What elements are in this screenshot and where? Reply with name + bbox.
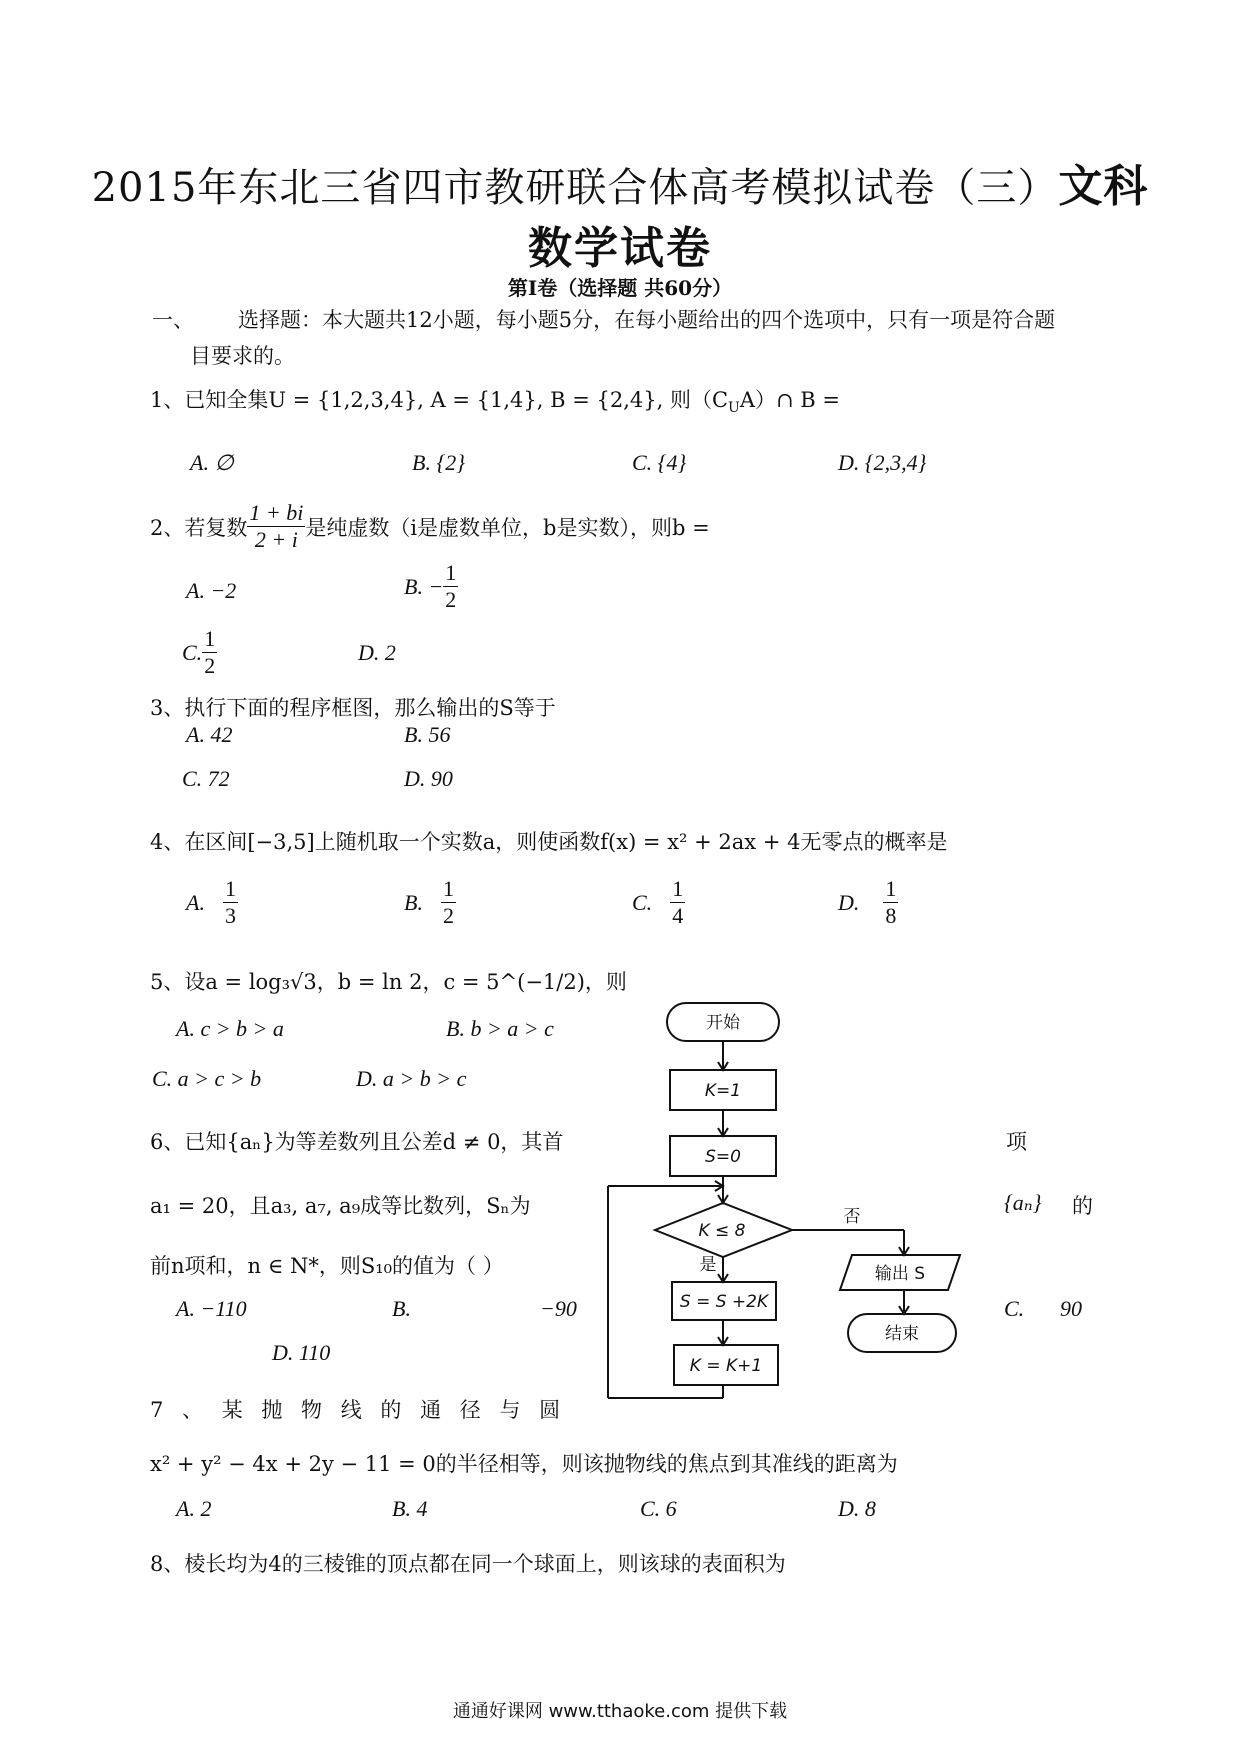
flow-s-init-label: S=0 — [705, 1147, 741, 1167]
question-6-line1-tail: 项 — [1006, 1130, 1027, 1154]
q4-option-b: B. $\frac{1}{2}$ — [404, 876, 454, 928]
instructions-line2: 目要求的。 — [190, 344, 295, 368]
q1-option-d: D. {2,3,4} — [838, 450, 927, 475]
q7-option-b: B. 4 — [392, 1496, 428, 1521]
flow-update-k-label: K = K+1 — [689, 1356, 763, 1376]
q7-option-a: A. 2 — [176, 1496, 212, 1521]
question-6-line1: 6、已知{aₙ}为等差数列且公差d ≠ 0，其首 — [150, 1130, 564, 1154]
q6-option-d: D. 110 — [272, 1340, 331, 1365]
q2-option-d: D. 2 — [358, 640, 396, 665]
q3-option-c: C. 72 — [182, 766, 230, 791]
flow-k-init-label: K=1 — [704, 1081, 742, 1101]
q1-option-a: A. ∅ — [190, 450, 234, 475]
q2-option-b: B. − $\frac{1}{2}$ — [404, 560, 457, 612]
question-4: 4、在区间[−3,5]上随机取一个实数a，则使函数f(x) = x² + 2ax + 4无零点的概率是 — [150, 830, 948, 854]
q7-option-c: C. 6 — [640, 1496, 677, 1521]
q5-option-a: A. c > b > a — [176, 1016, 284, 1041]
question-6-line2-tail1: {aₙ} — [1004, 1190, 1042, 1215]
page-title-line2: 数学试卷 — [528, 223, 712, 274]
q3-option-d: D. 90 — [404, 766, 453, 791]
q6-option-a: A. −110 — [176, 1296, 247, 1321]
question-7-line2: x² + y² − 4x + 2y − 11 = 0的半径相等，则该抛物线的焦点到其准线的距离为 — [150, 1452, 898, 1476]
q2-fraction: $\frac{1 + bi}{2 + i}$ — [249, 500, 304, 552]
q2-option-a: A. −2 — [186, 578, 237, 603]
q4-option-c: C. $\frac{1}{4}$ — [632, 876, 684, 928]
q6-option-c: C. — [1004, 1296, 1025, 1321]
q3-option-a: A. 42 — [186, 722, 233, 747]
flow-yes-label: 是 — [699, 1255, 717, 1275]
flow-start-label: 开始 — [706, 1013, 740, 1033]
question-1: 1、已知全集U = {1,2,3,4}, A = {1,4}, B = {2,4}, 则$(C_UA)\cap$ B = — [150, 388, 840, 417]
q5-option-b: B. b > a > c — [446, 1016, 554, 1041]
question-5: 5、设a = log₃√3，b = ln 2，c = 5^(−1/2)，则 — [150, 970, 627, 994]
q6-option-b: B. — [392, 1296, 411, 1321]
page-title: 2015年东北三省四市教研联合体高考模拟试卷（三）文科 — [91, 161, 1149, 212]
q1-option-b: B. {2} — [412, 450, 466, 475]
question-6-line3: 前n项和，n ∈ N*，则S₁₀的值为（ ） — [150, 1254, 504, 1278]
instructions-line1: 选择题：本大题共12小题，每小题5分，在每小题给出的四个选项中，只有一项是符合题 — [238, 308, 1056, 332]
q1-option-c: C. {4} — [632, 450, 687, 475]
q6-option-c-value: 90 — [1060, 1296, 1082, 1321]
q2-option-c: C. $\frac{1}{2}$ — [182, 626, 216, 678]
q6-option-b-value: −90 — [540, 1296, 577, 1321]
question-2: 2、若复数 $\frac{1 + bi}{2 + i}$ 是纯虚数（i是虚数单位，b是实数），则b = — [150, 500, 710, 552]
q7-option-d: D. 8 — [838, 1496, 876, 1521]
flow-output-label: 输出 S — [874, 1264, 926, 1284]
flow-end-label: 结束 — [885, 1324, 919, 1344]
page-footer: 通通好课网 www.tthaoke.com 提供下载 — [452, 1701, 788, 1722]
flow-condition-label: K ≤ 8 — [698, 1221, 746, 1241]
q3-option-b: B. 56 — [404, 722, 451, 747]
question-6-line2-tail2: 的 — [1072, 1194, 1093, 1218]
instructions-number: 一、 — [152, 308, 194, 332]
question-7-line1: 7 、 某 抛 物 线 的 通 径 与 圆 — [150, 1398, 567, 1422]
q5-option-d: D. a > b > c — [356, 1066, 467, 1091]
title-bold: 文科 — [1058, 161, 1149, 212]
question-8: 8、棱长均为4的三棱锥的顶点都在同一个球面上，则该球的表面积为 — [150, 1552, 786, 1576]
flow-update-s-label: S = S +2K — [679, 1292, 769, 1312]
question-6-line2: a₁ = 20，且a₃, a₇, a₉成等比数列，Sₙ为 — [150, 1194, 531, 1218]
q4-option-d: D. $\frac{1}{8}$ — [838, 876, 897, 928]
q4-option-a: A. $\frac{1}{3}$ — [186, 876, 236, 928]
section-heading: 第Ⅰ卷（选择题 共60分） — [507, 276, 733, 300]
q5-option-c: C. a > c > b — [152, 1066, 262, 1091]
flow-no-label: 否 — [843, 1207, 861, 1227]
question-3: 3、执行下面的程序框图，那么输出的S等于 — [150, 696, 556, 720]
